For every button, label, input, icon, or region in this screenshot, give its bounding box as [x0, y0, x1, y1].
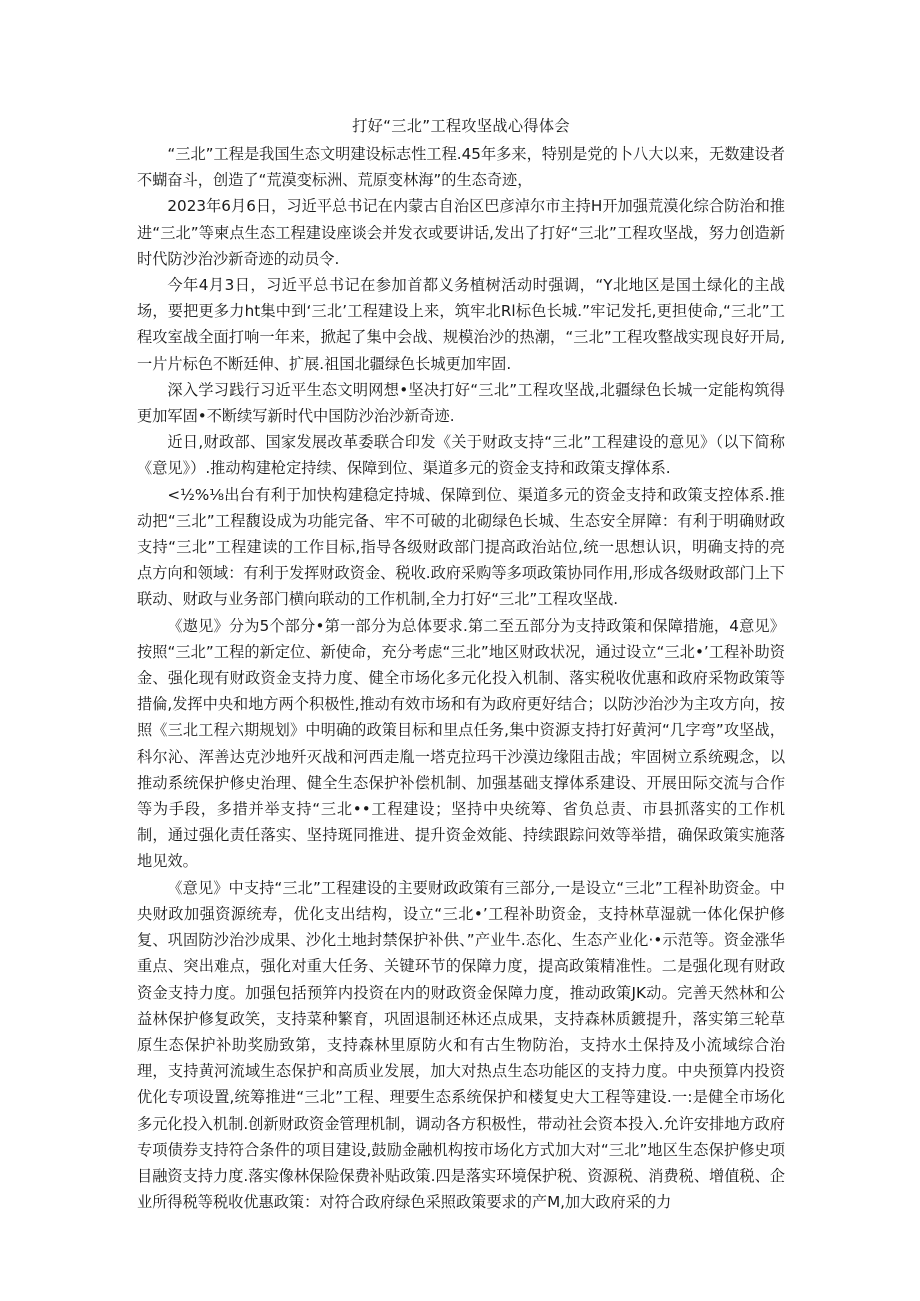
- paragraph-3: 今年4月3日，习近平总书记在参加首都义务植树活动时强调，“Y北地区是国土绿化的主战场，要把更多力ht集中到‘三北’工程建设上来，筑牢北Rl标色长城.”牢记发托,更担使命,“三北”工程攻室战全面打响一年来，掀起了集中会战、规模治沙的热潮，“三北”工程攻整战实现良好开局,一片片标色不断廷伸、扩展.祖国北疆绿色长城更加牢固.: [137, 276, 785, 373]
- paragraph-8: 《意见》中支持“三北”工程建设的主要财政政策有三部分,一是设立“三北”工程补助资金。中央财政加强资源统寿，优化支出结构，设立“三北•’工程补助资金，支持林草湿就一体化保护修复、巩固防沙治沙成果、沙化土地封禁保护补供、”产业牛.态化、生态产业化·•示范等。资金涨华重点、突出难点，强化对重大任务、关键环节的保障力度，提高政策精准性。二是强化现有财政资金支持力度。加强包括预笄内投资在内的财政资金保障力度，推动政策JK动。完善天然林和公益林保护修复政笑，支持菜种繁育，巩固退制还林还点成果，支持森林质鍍提升，落实第三轮草原生态保护补助奖励致第，支持森林里原防火和有古生物防治，支持水土保持及小流域综合治理，支持黄河流域生态保护和高质业发展，加大对热点生态功能区的支持力度。中央预算内投资优化专项设置,统筹推进“三北”工程、理要生态系统保护和楼复史大工程等建设.一:是健全市场化多元化投入机制.创新财政资金管理机制，调动各方积极性，带动社会资本投入.允许安排地方政府专项债券支持符合条件的项目建设,鼓励金融机构按市场化方式加大对“三北”地区生态保护修史项目融资支持力度.落实像林保险保费补贴政策.四是落实环境保护税、资源税、消费税、增值税、企业所得税等税收优惠政策：对符合政府绿色采照政策要求的产M,加大政府采的力: [137, 878, 785, 1212]
- paragraph-7: 《遨见》分为5个部分•第一部分为总体要求.第二至五部分为支持政策和保障措施，4意见》按照“三北”工程的新定位、新使命，充分考虑“三北”地区财政状况，通过设立“三北•’工程补助资金、强化现有财政资金支持力度、健全市场化多元化投入机制、落实税收优惠和政府采物政策等措倫,发挥中央和地方两个积极性,推动有效市场和有为政府更好结合；以防沙治沙为主攻方向，按照《三北工程六期规划》中明确的政策目标和里点任务,集中资源支持打好黄河“几字弯”攻坚战，科尔沁、浑善达克沙地歼灭战和河西走胤一塔克拉玛干沙漠边缘阻击战；牢固树立系统覡念，以推动系统保护修史治理、健全生态保护补偿机制、加强基础支撑体系建设、开展田际交流与合作等为手段，多措并举支持“三北••工程建设；坚持中央统筹、省负总责、市县抓落实的工作机制，通过强化责任落实、坚持斑同推进、提升资金效能、持续跟踪问效等举措，确保政策实施落地见效。: [137, 616, 785, 871]
- paragraph-4: 深入学习践行习近平生态文明网想•坚决打好“三北”工程攻坚战,北疆绿色长城一定能构筑得更加军固•不断续写新时代中国防沙治沙新奇迹.: [137, 380, 785, 426]
- document-title: 打好“三北”工程攻坚战心得体会: [352, 117, 570, 135]
- paragraph-1: “三北”工程是我国生态文明建设标志性工程.45年多来，特别是党的卜八大以来，无数建设者不蝴奋斗，创造了“荒漠变标洲、荒原变林海”的生态奇迹，: [137, 145, 785, 190]
- paragraph-2: 2023年6月6日，习近平总书记在内蒙古自治区巴彦淖尔市主持H开加强荒漠化综合防治和推进“三北”等柬点生态工程建设座谈会并发衣或要讲话,发出了打好“三北”工程攻坚战，努力创造新时代防沙治沙新奇迹的动员令.: [137, 197, 785, 268]
- paragraph-6: <½%⅛出台有利于加快构建稳定持城、保障到位、渠道多元的资金支持和政策支控体系.推动把“三北”工程馥设成为功能完备、牢不可破的北砌绿色长城、生态安全屏障：有利于明确财政支持“三北”工程建读的工作目标,指导各级财政部门提高政治站位,统一思想认识，明确支持的亮点方向和领域：有利于发挥财政资金、税收.政府采购等多项政策协同作用,形成各级财政部门上下联动、财政与业务部门横向联动的工作机制,全力打好“三北”工程攻坚战.: [137, 485, 785, 609]
- paragraph-5: 近日,财政部、国家发展改革委联合印发《关于财政支持“三北”工程建设的意见》（以下简称《意见》）.推动构建枪定持续、保障到位、渠道多元的资金支持和政策支撑体系.: [137, 433, 785, 478]
- document-page: [137, 114, 785, 1215]
